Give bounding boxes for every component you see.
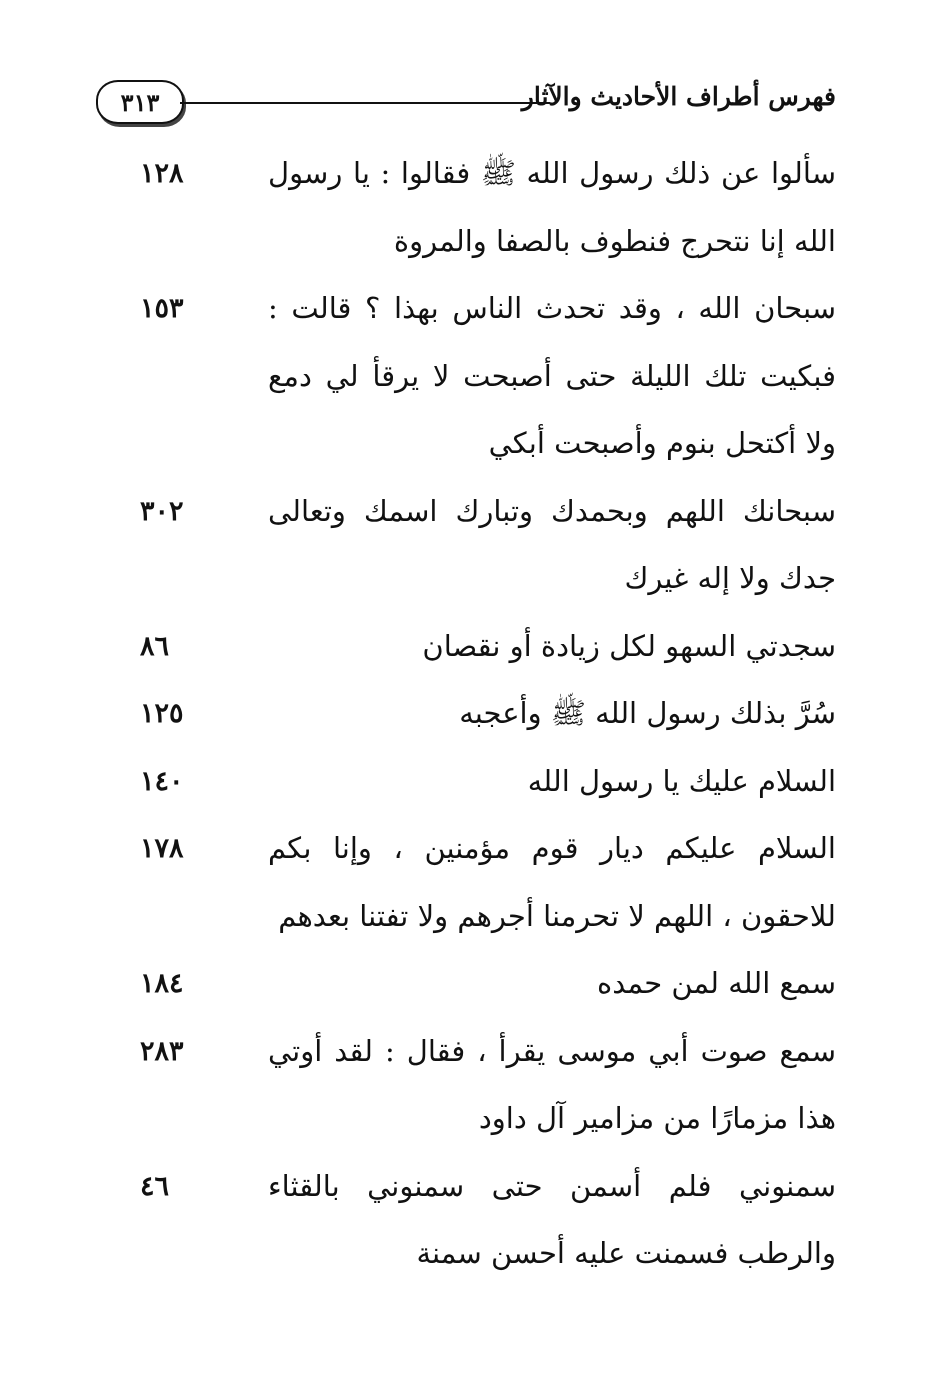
entry-page-number: ٨٦: [140, 630, 170, 662]
entry-text: سمنوني فلم أسمن حتى سمنوني بالقثاء والرطب فسمنت عليه أحسن سمنة: [268, 1168, 836, 1270]
index-entry: [140, 613, 836, 681]
index-entry: [140, 950, 836, 1018]
index-entry: [140, 748, 836, 816]
entry-text: سمع صوت أبي موسى يقرأ ، فقال : لقد أوتي هذا مزمارًا من مزامير آل داود: [268, 1033, 836, 1135]
entry-page-number: ٤٦: [140, 1170, 170, 1202]
entry-page-number: ١٢٨: [140, 158, 184, 189]
entry-text: سجدتي السهو لكل زيادة أو نقصان: [422, 628, 836, 663]
entry-text: السلام عليكم ديار قوم مؤمنين ، وإنا بكم للاحقون ، اللهم لا تحرمنا أجرهم ولا تفتنا بعدهم: [268, 831, 836, 933]
index-entry: [140, 275, 836, 478]
entry-text: سبحان الله ، وقد تحدث الناس بهذا ؟ قالت : فبكيت تلك الليلة حتى أصبحت لا يرقأ لي دمع ولا أكتحل بنوم وأصبحت أبكي: [268, 291, 836, 460]
entry-text: سبحانك اللهم وبحمدك وتبارك اسمك وتعالى جدك ولا إله غيرك: [268, 493, 836, 595]
index-entry: [140, 815, 836, 950]
entry-text: سألوا عن ذلك رسول الله ﷺ فقالوا : يا رسول الله إنا نتحرج فنطوف بالصفا والمروة: [268, 156, 836, 258]
index-entries: [140, 140, 836, 1288]
page-number-badge: [96, 80, 184, 124]
entry-text: سمع الله لمن حمده: [597, 966, 836, 1000]
header-rule: [180, 102, 550, 104]
index-entry: [140, 680, 836, 748]
entry-page-number: ٣٠٢: [140, 495, 184, 527]
entry-page-number: ١٢٥: [140, 698, 184, 729]
page-number: ٣١٣: [120, 87, 160, 117]
entry-page-number: ١٥٣: [140, 293, 184, 324]
entry-text: السلام عليك يا رسول الله: [527, 763, 836, 798]
page-header: [96, 78, 836, 128]
entry-page-number: ١٧٨: [140, 833, 184, 864]
entry-text: سُرَّ بذلك رسول الله ﷺ وأعجبه: [459, 696, 836, 730]
index-entry: [140, 478, 836, 613]
entry-page-number: ٢٨٣: [140, 1035, 184, 1067]
entry-page-number: ١٤٠: [140, 765, 184, 797]
running-title: فهرس أطراف الأحاديث والآثار: [521, 82, 836, 111]
entry-page-number: ١٨٤: [140, 968, 184, 999]
index-entry: [140, 140, 836, 275]
index-entry: [140, 1018, 836, 1153]
index-entry: [140, 1153, 836, 1288]
